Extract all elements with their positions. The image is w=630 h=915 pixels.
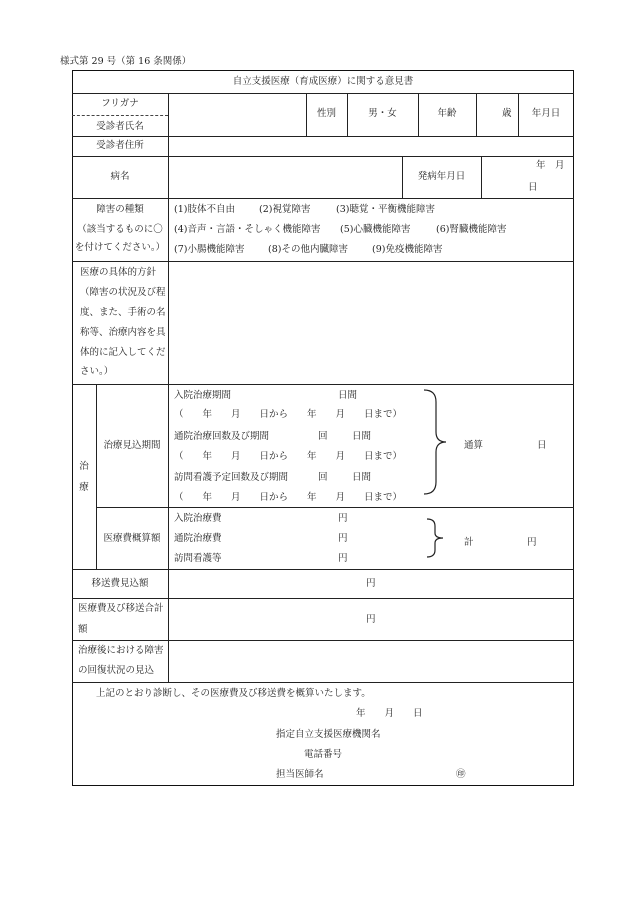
declaration-date: 年 月 日 (356, 708, 423, 719)
visiting-times-unit: 回 (318, 472, 328, 483)
inpatient-range: （ 年 月 日から 年 月 日まで） (174, 409, 403, 420)
rule (481, 156, 482, 198)
treatment-side-label: 治 (79, 461, 89, 472)
birth-date-unit: 年月日 (531, 108, 561, 119)
institution-label: 指定自立支援医療機関名 (276, 729, 381, 740)
address-label: 受診者住所 (96, 140, 144, 151)
cost-sum-label: 計 (464, 537, 474, 548)
inpatient-cost-unit: 円 (338, 513, 348, 524)
disability-option[interactable]: (8)その他内臓障害 (268, 244, 348, 255)
policy-label: 医療の具体的方針 (80, 267, 157, 278)
transport-unit: 円 (366, 578, 376, 589)
form-number: 様式第 29 号（第 16 条関係） (60, 56, 192, 67)
cost-label: 医療費概算額 (103, 533, 161, 544)
period-label: 治療見込期間 (103, 440, 161, 451)
label-column-divider (168, 93, 169, 682)
doctor-label: 担当医師名 (276, 769, 324, 780)
rule (72, 93, 574, 94)
recovery-label: の回復状況の見込 (78, 665, 155, 676)
rule (72, 198, 574, 199)
policy-label: 称等、治療内容を具 (80, 327, 166, 338)
total-days-label: 通算 (464, 440, 484, 451)
total-cost-unit: 円 (366, 614, 376, 625)
recovery-label: 治療後における障害 (78, 645, 164, 656)
outpatient-times-unit: 回 (318, 431, 328, 442)
disability-option[interactable]: (4)音声・言語・そしゃく機能障害 (174, 224, 321, 235)
rule (72, 136, 574, 137)
rule (72, 156, 574, 157)
sex-label: 性別 (316, 108, 336, 119)
disability-label: を付けてください。） (74, 242, 166, 253)
form-title: 自立支援医療（育成医療）に関する意見書 (232, 76, 414, 87)
disability-option[interactable]: (5)心臓機能障害 (340, 224, 411, 235)
total-cost-label: 額 (78, 624, 88, 635)
visiting-cost-unit: 円 (338, 553, 348, 564)
disease-label: 病名 (110, 171, 130, 182)
outpatient-cost-unit: 円 (338, 533, 348, 544)
outpatient-days-unit: 日間 (352, 431, 372, 442)
rule (72, 682, 574, 683)
declaration-text: 上記のとおり診断し、その医療費及び移送費を概算いたします。 (96, 688, 371, 699)
rule (72, 598, 574, 599)
outpatient-range: （ 年 月 日から 年 月 日まで） (174, 451, 403, 462)
disability-option[interactable]: (2)視覚障害 (259, 204, 311, 215)
policy-label: 体的に記入してくだ (80, 347, 166, 358)
phone-label: 電話番号 (304, 749, 343, 760)
policy-label: （障害の状況及び程 (80, 287, 166, 298)
disability-label: （該当するものに〇 (77, 224, 163, 235)
visiting-period-label: 訪問看護予定回数及び期間 (174, 472, 289, 483)
transport-label: 移送費見込額 (91, 578, 149, 589)
total-days-unit: 日 (537, 440, 547, 451)
cost-brace (424, 517, 448, 559)
inpatient-period-label: 入院治療期間 (174, 390, 232, 401)
policy-label: 度、また、手術の名 (80, 307, 166, 318)
rule (72, 384, 574, 385)
outpatient-cost-label: 通院治療費 (174, 533, 222, 544)
rule (72, 640, 574, 641)
furigana-label: フリガナ (101, 98, 139, 109)
sex-options: 男・女 (368, 108, 397, 119)
visiting-range: （ 年 月 日から 年 月 日まで） (174, 492, 403, 503)
rule (72, 261, 574, 262)
onset-year-month: 年 月 (536, 160, 565, 171)
seal-mark: ㊞ (456, 769, 466, 780)
inpatient-cost-label: 入院治療費 (174, 513, 222, 524)
age-unit: 歳 (502, 108, 512, 119)
visiting-days-unit: 日間 (352, 472, 372, 483)
disability-label: 障害の種類 (96, 204, 144, 215)
period-brace (420, 388, 450, 496)
disability-option[interactable]: (1)肢体不自由 (174, 204, 235, 215)
visiting-cost-label: 訪問看護等 (174, 553, 222, 564)
outpatient-period-label: 通院治療回数及び期間 (174, 431, 270, 442)
total-cost-label: 医療費及び移送合計 (78, 603, 164, 614)
disability-option[interactable]: (3)聴覚・平衡機能障害 (336, 204, 435, 215)
furigana-divider (72, 115, 168, 116)
age-label: 年齢 (437, 108, 457, 119)
policy-label: さい。） (80, 366, 114, 377)
rule (476, 93, 477, 136)
disability-option[interactable]: (6)腎臓機能障害 (436, 224, 507, 235)
patient-name-label: 受診者氏名 (96, 121, 144, 132)
inpatient-days-unit: 日間 (338, 390, 358, 401)
cost-sum-unit: 円 (527, 537, 537, 548)
treatment-side-label: 療 (79, 482, 89, 493)
disability-option[interactable]: (9)免疫機能障害 (372, 244, 443, 255)
disability-option[interactable]: (7)小腸機能障害 (174, 244, 245, 255)
onset-date-label: 発病年月日 (417, 171, 466, 182)
rule (72, 569, 574, 570)
onset-day: 日 (528, 182, 538, 193)
